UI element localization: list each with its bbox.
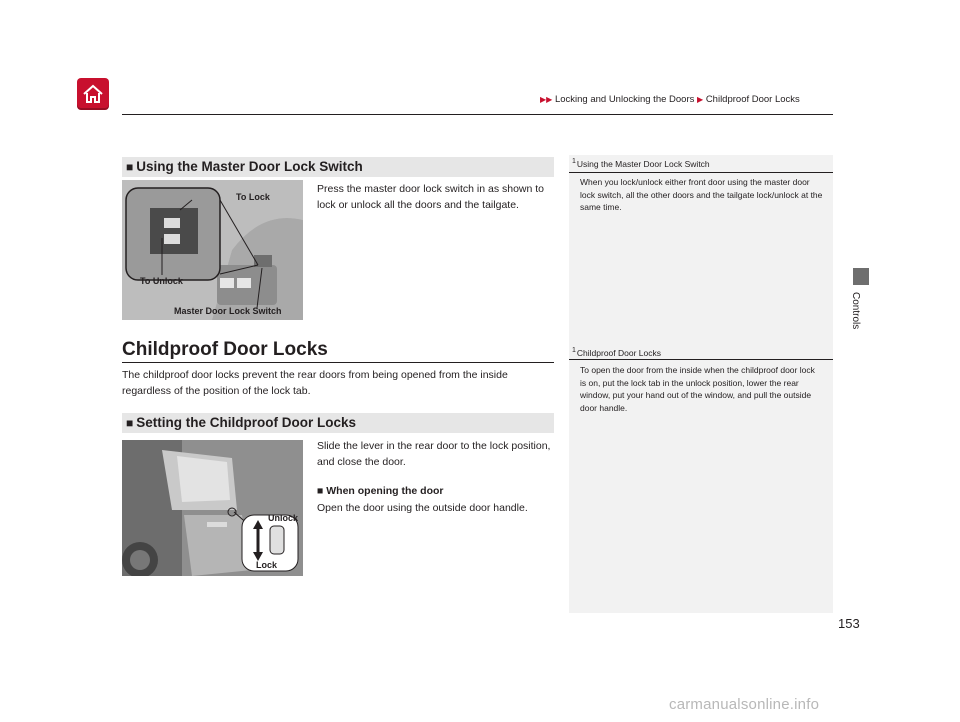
setting-body: Slide the lever in the rear door to the lock position, and close the door. [317, 440, 551, 468]
note-title-text: Using the Master Door Lock Switch [576, 158, 710, 169]
label-lock: Lock [256, 560, 278, 570]
watermark: carmanualsonline.info [669, 696, 820, 713]
chapter-tab-marker [853, 268, 869, 285]
home-button[interactable] [77, 78, 109, 110]
note-title-text: Childproof Door Locks [576, 347, 662, 358]
label-unlock: Unlock [268, 513, 299, 523]
chapter-tab-label[interactable]: Controls [850, 292, 861, 330]
childproof-lever-figure [122, 440, 303, 576]
breadcrumb-item[interactable]: Childproof Door Locks [705, 94, 800, 105]
note-marker: 1 [572, 158, 576, 165]
note-title-master [572, 158, 710, 169]
label-master-switch: Master Door Lock Switch [174, 306, 282, 316]
subheading-text: When opening the door [326, 485, 444, 497]
opening-door-subheading: ■ When opening the door [317, 485, 444, 497]
label-to-lock: To Lock [236, 192, 270, 202]
section-heading-master: ■ Using the Master Door Lock Switch [122, 157, 554, 177]
note-rule [569, 172, 833, 173]
note-rule [569, 359, 833, 360]
note-title-childproof [572, 347, 661, 358]
childproof-intro: The childproof door locks prevent the rear doors from being opened from the inside regardless of the position of the lock tab. [122, 369, 508, 397]
note-body-master: When you lock/unlock either front door using the master door lock switch, all the other doors and the tailgate lock/unlock at the same time. [580, 177, 823, 212]
label-to-unlock: To Unlock [140, 276, 183, 286]
opening-door-body: Open the door using the outside door handle. [317, 502, 528, 514]
note-marker: 1 [572, 347, 576, 354]
home-icon [81, 82, 105, 106]
note-body-childproof: To open the door from the inside when the childproof door lock is on, put the lock tab in the unlock position, lower the rear window, put your hand out of the window, and pull the outside door handle. [580, 365, 815, 413]
master-switch-figure [122, 180, 303, 320]
breadcrumb: ▶▶ Locking and Unlocking the Doors ▶ Childproof Door Locks [540, 94, 800, 105]
section-heading-text: Setting the Childproof Door Locks [136, 415, 356, 430]
page-number: 153 [838, 616, 860, 631]
header-rule [122, 114, 833, 115]
master-switch-body: Press the master door lock switch in as shown to lock or unlock all the doors and the tailgate. [317, 183, 545, 211]
section-heading-setting: ■ Setting the Childproof Door Locks [122, 413, 554, 433]
breadcrumb-item[interactable]: Locking and Unlocking the Doors [554, 94, 695, 105]
section-heading-text: Using the Master Door Lock Switch [136, 159, 363, 174]
title-rule [122, 362, 554, 363]
page-title: Childproof Door Locks [122, 339, 328, 360]
